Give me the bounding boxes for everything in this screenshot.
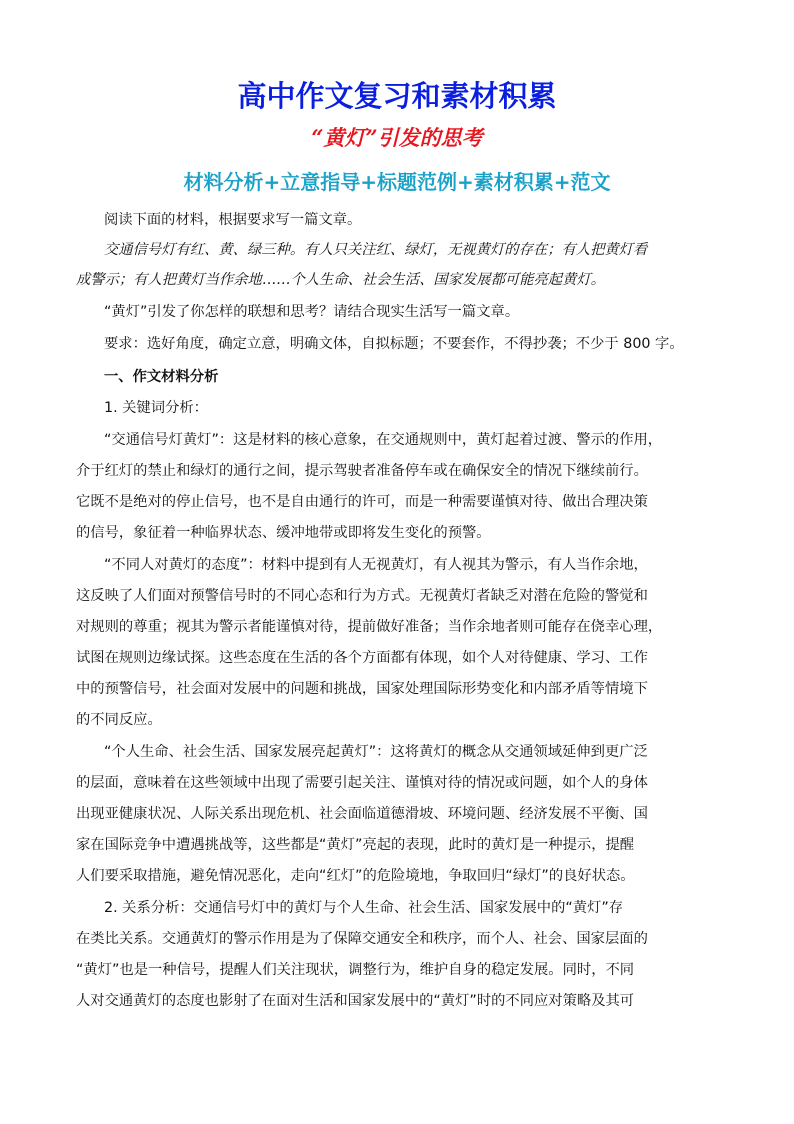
- prompt-requirements: 要求：选好角度，确定立意，明确文体，自拟标题；不要套作，不得抄袭；不少于 800 字。: [104, 336, 684, 352]
- paragraph-line: 的不同反应。: [76, 712, 162, 728]
- material-line: 成警示；有人把黄灯当作余地……个人生命、社会生活、国家发展都可能亮起黄灯。: [76, 272, 605, 288]
- prompt-intro: 阅读下面的材料，根据要求写一篇文章。: [104, 212, 362, 228]
- paragraph-line: 人对交通黄灯的态度也影射了在面对生活和国家发展中的“黄灯”时的不同应对策略及其可: [76, 993, 635, 1009]
- paragraph-line: 它既不是绝对的停止信号，也不是自由通行的许可，而是一种需要谨慎对待、做出合理决策: [76, 494, 648, 510]
- content-summary: 材料分析+立意指导+标题范例+素材积累+范文: [183, 170, 611, 194]
- paragraph-line: 试图在规则边缘试探。这些态度在生活的各个方面都有体现，如个人对待健康、学习、工作: [76, 650, 648, 666]
- paragraph-line: 出现亚健康状况、人际关系出现危机、社会面临道德滑坡、环境问题、经济发展不平衡、国: [76, 806, 648, 822]
- section-heading: 一、作文材料分析: [104, 369, 219, 385]
- paragraph-line: 中的预警信号，社会面对发展中的问题和挑战，国家处理国际形势变化和内部矛盾等情境下: [76, 681, 648, 697]
- paragraph-line: 2. 关系分析：交通信号灯中的黄灯与个人生命、社会生活、国家发展中的“黄灯”存: [104, 900, 624, 916]
- paragraph-line: “不同人对黄灯的态度”：材料中提到有人无视黄灯，有人视其为警示，有人当作余地，: [104, 557, 648, 573]
- paragraph-line: 这反映了人们面对预警信号时的不同心态和行为方式。无视黄灯者缺乏对潜在危险的警觉和: [76, 588, 648, 604]
- paragraph-line: 在类比关系。交通黄灯的警示作用是为了保障交通安全和秩序，而个人、社会、国家层面的: [76, 931, 648, 947]
- paragraph-line: 介于红灯的禁止和绿灯的通行之间，提示驾驶者准备停车或在确保安全的情况下继续前行。: [76, 463, 648, 479]
- page-title: 高中作文复习和素材积累: [237, 79, 557, 113]
- prompt-question: “黄灯”引发了你怎样的联想和思考？请结合现实生活写一篇文章。: [104, 304, 520, 320]
- paragraph-line: 对规则的尊重；视其为警示者能谨慎对待，提前做好准备；当作余地者则可能存在侥幸心理，: [76, 619, 663, 635]
- paragraph-line: 家在国际竞争中遭遇挑战等，这些都是“黄灯”亮起的表现，此时的黄灯是一种提示，提醒: [76, 837, 635, 853]
- paragraph-line: “交通信号灯黄灯”：这是材料的核心意象，在交通规则中，黄灯起着过渡、警示的作用，: [104, 432, 663, 448]
- paragraph-line: 的层面，意味着在这些领域中出现了需要引起关注、谨慎对待的情况或问题，如个人的身体: [76, 775, 648, 791]
- paragraph-line: “个人生命、社会生活、国家发展亮起黄灯”：这将黄灯的概念从交通领域延伸到更广泛: [104, 744, 648, 760]
- list-item-label: 1. 关键词分析：: [104, 400, 208, 416]
- paragraph-line: 人们要采取措施，避免情况恶化，走向“红灯”的危险境地，争取回归“绿灯”的良好状态。: [76, 868, 635, 884]
- paragraph-line: 的信号，象征着一种临界状态、缓冲地带或即将发生变化的预警。: [76, 525, 491, 541]
- material-line: 交通信号灯有红、黄、绿三种。有人只关注红、绿灯，无视黄灯的存在；有人把黄灯看: [104, 242, 648, 258]
- paragraph-line: “黄灯”也是一种信号，提醒人们关注现状，调整行为，维护自身的稳定发展。同时，不同: [76, 962, 635, 978]
- page-subtitle: “黄灯”引发的思考: [311, 125, 483, 150]
